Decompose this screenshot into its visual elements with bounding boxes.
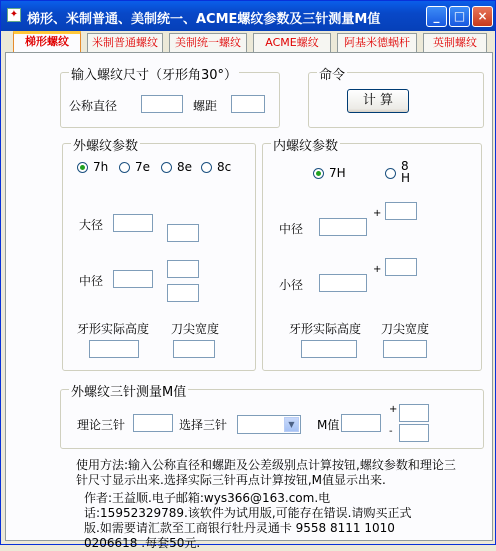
external-tip-width-output[interactable] [173,340,215,358]
tab-imperial[interactable]: 英制螺纹 [423,33,487,52]
radio-8c[interactable] [201,162,212,173]
internal-tooth-height-label: 牙形实际高度 [289,322,362,336]
external-tooth-height-label: 牙形实际高度 [77,322,150,336]
tab-acme[interactable]: ACME螺纹 [253,33,331,52]
maximize-button[interactable]: □ [449,6,470,27]
m-value-output[interactable] [341,414,381,432]
external-pitch-dia-output[interactable] [113,270,153,288]
nominal-diameter-input[interactable] [141,95,183,113]
minor-diameter-output[interactable] [319,274,367,292]
radio-7H-label: 7H [329,166,346,180]
m-minus-sign: - [389,426,393,437]
internal-tooth-height-output[interactable] [301,340,357,358]
radio-8e[interactable] [161,162,172,173]
minor-upper-output[interactable] [385,258,417,276]
measurement-title: 外螺纹三针测量M值 [69,381,188,400]
measurement-group [60,385,484,449]
major-tolerance-output[interactable] [167,224,199,242]
internal-pitch-dia-label: 中径 [279,222,304,236]
theory-wire-label: 理论三针 [77,418,126,432]
radio-8c-label: 8c [217,160,232,174]
internal-pitch-dia-output[interactable] [319,218,367,236]
radio-8e-label: 8e [177,160,193,174]
radio-8H-label: 8H [401,159,411,185]
window-title: 梯形、米制普通、美制统一、ACME螺纹参数及三针测量M值 [27,12,381,27]
radio-7h[interactable] [77,162,88,173]
command-group-title: 命令 [317,64,347,83]
internal-tip-width-output[interactable] [383,340,427,358]
radio-7e-label: 7e [135,160,151,174]
tab-metric[interactable]: 米制普通螺纹 [87,33,163,52]
radio-7H[interactable] [313,168,324,179]
input-group-title: 输入螺纹尺寸（牙形角30°） [69,64,239,83]
pitch-label: 螺距 [193,99,218,113]
nominal-diameter-label: 公称直径 [69,99,118,113]
external-pitch-upper-output[interactable] [167,260,199,278]
tab-panel [5,52,493,550]
internal-tip-width-label: 刀尖宽度 [381,322,430,336]
app-icon: ✦ [7,8,21,22]
radio-7h-label: 7h [93,160,109,174]
major-diameter-label: 大径 [79,218,104,232]
external-pitch-dia-label: 中径 [79,274,104,288]
command-group [308,68,484,128]
input-group [60,68,280,128]
internal-thread-title: 内螺纹参数 [271,135,340,154]
internal-pitch-upper-output[interactable] [385,202,417,220]
radio-8H[interactable] [385,168,396,179]
m-value-label: M值 [317,418,340,432]
external-thread-group [62,139,256,371]
external-tip-width-label: 刀尖宽度 [171,322,220,336]
pitch-input[interactable] [231,95,265,113]
minimize-button[interactable]: _ [426,6,447,27]
external-tooth-height-output[interactable] [89,340,139,358]
author-note: 作者:王益顺.电子邮箱:wys366@163.com.电话:15952329789.该软件为试用版,可能存在错误.请购买正式版.如需要请汇款至工商银行牡丹灵通卡 9558 8111 1010 0206618 .每套50元. [84,491,412,550]
m-upper-output[interactable] [399,404,429,422]
external-pitch-lower-output[interactable] [167,284,199,302]
tab-unified[interactable]: 美制统一螺纹 [169,33,247,52]
minor-plus-sign: + [373,264,382,275]
tab-trapezoidal[interactable]: 梯形螺纹 [13,31,81,53]
close-button[interactable]: × [472,6,493,27]
internal-pitch-plus-sign: + [373,208,382,219]
m-lower-output[interactable] [399,424,429,442]
minor-diameter-label: 小径 [279,278,304,292]
title-bar[interactable] [1,1,495,31]
external-thread-title: 外螺纹参数 [71,135,140,154]
select-wire-label: 选择三针 [179,418,228,432]
internal-thread-group [262,139,482,371]
select-wire-combo[interactable] [237,415,301,434]
combo-arrow-icon[interactable]: ▼ [284,417,299,432]
m-plus-sign: + [389,404,398,415]
usage-note: 使用方法:输入公称直径和螺距及公差级别点计算按钮,螺纹参数和理论三针尺寸显示出来.选择实际三针再点计算按钮,M值显示出来. [76,458,456,487]
radio-7e[interactable] [119,162,130,173]
tab-worm[interactable]: 阿基米德蜗杆 [337,33,417,52]
major-diameter-output[interactable] [113,214,153,232]
calculate-button[interactable]: 计 算 [347,89,409,113]
tab-strip [5,33,493,53]
theory-wire-output[interactable] [133,414,173,432]
